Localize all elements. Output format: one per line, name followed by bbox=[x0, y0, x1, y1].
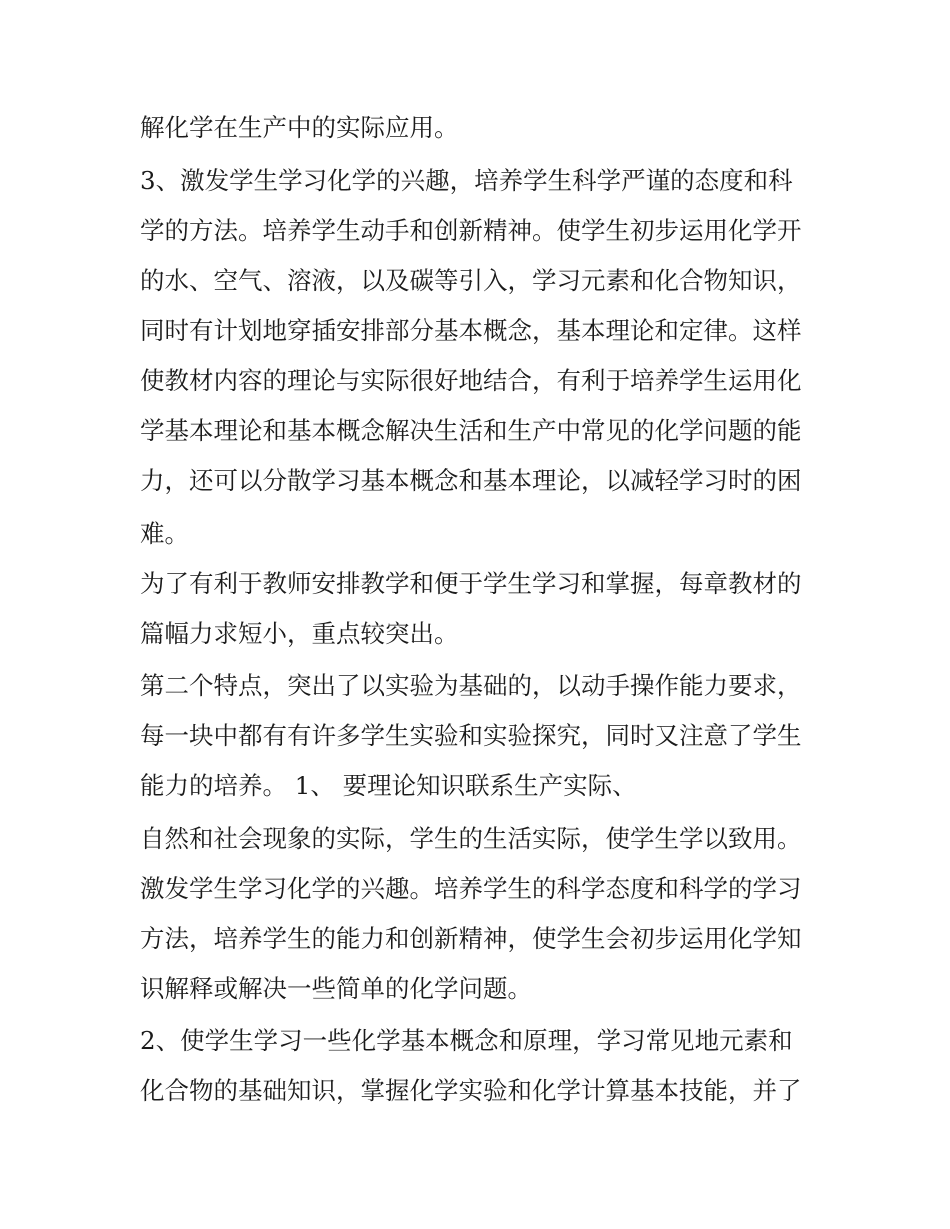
text-line-1: 解化学在生产中的实际应用。 bbox=[140, 113, 459, 142]
text-line-19: 2、使学生学习一些化学基本概念和原理，学习常见地元素和 bbox=[140, 1026, 793, 1055]
text-line-12: 第二个特点，突出了以实验为基础的，以动手操作能力要求， bbox=[140, 671, 802, 700]
text-line-10: 为了有利于教师安排教学和便于学生学习和掌握，每章教材的 bbox=[140, 569, 802, 598]
text-line-16: 激发学生学习化学的兴趣。培养学生的科学态度和科学的学习 bbox=[140, 874, 802, 903]
text-line-20: 化合物的基础知识，掌握化学实验和化学计算基本技能，并了 bbox=[140, 1076, 802, 1105]
text-line-2: 3、激发学生学习化学的兴趣，培养学生科学严谨的态度和科 bbox=[140, 166, 793, 195]
text-line-18: 识解释或解决一些简单的化学问题。 bbox=[140, 974, 532, 1003]
text-line-11: 篇幅力求短小，重点较突出。 bbox=[140, 619, 459, 648]
text-line-9: 难。 bbox=[140, 519, 189, 548]
text-line-13: 每一块中都有有许多学生实验和实验探究，同时又注意了学生 bbox=[140, 721, 802, 750]
text-line-7: 学基本理论和基本概念解决生活和生产中常见的化学问题的能 bbox=[140, 416, 802, 445]
text-line-14: 能力的培养。 1、 要理论知识联系生产实际、 bbox=[140, 771, 637, 800]
text-line-17: 方法，培养学生的能力和创新精神，使学生会初步运用化学知 bbox=[140, 924, 802, 953]
text-line-8: 力，还可以分散学习基本概念和基本理论，以减轻学习时的困 bbox=[140, 466, 802, 495]
text-line-4: 的水、空气、溶液，以及碳等引入，学习元素和化合物知识， bbox=[140, 266, 802, 295]
text-line-15: 自然和社会现象的实际，学生的生活实际，使学生学以致用。 bbox=[140, 824, 802, 853]
text-line-6: 使教材内容的理论与实际很好地结合，有利于培养学生运用化 bbox=[140, 366, 802, 395]
text-line-3: 学的方法。培养学生动手和创新精神。使学生初步运用化学开 bbox=[140, 216, 802, 245]
text-line-5: 同时有计划地穿插安排部分基本概念，基本理论和定律。这样 bbox=[140, 316, 802, 345]
